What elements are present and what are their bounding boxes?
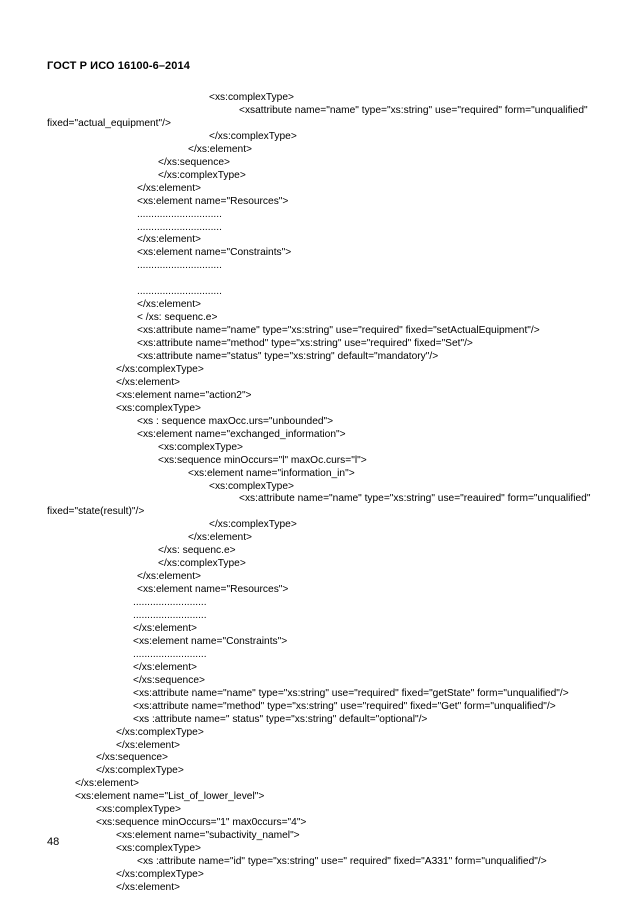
code-line: </xs: sequenc.e> — [158, 545, 236, 557]
code-line: </xs:element> — [133, 661, 197, 673]
code-line: </xs:complexType> — [96, 765, 184, 777]
code-line: </xs:complexType> — [116, 726, 204, 738]
code-line: <xs :attribute name=" status" type="xs:string" default="optional"/> — [133, 713, 428, 725]
code-line: <xs:attribute name="name" type="xs:string" use="required" fixed="setActualEquipment"/> — [137, 325, 540, 337]
code-line: </xs:element> — [188, 143, 252, 155]
code-line: <xs :attribute name="id" type="xs:string" use=" required" fixed="A331" form="unqualified"/> — [137, 856, 547, 868]
code-line: </xs:element> — [133, 622, 197, 634]
code-line: </xs:complexType> — [116, 363, 204, 375]
code-line: fixed="actual_equipment"/> — [47, 117, 171, 129]
code-line: </xs:element> — [116, 739, 180, 751]
code-line: <xs:complexType> — [209, 480, 294, 492]
code-line: <xs : sequence maxOcc.urs="unbounded"> — [137, 415, 334, 427]
code-line: </xs:element> — [75, 778, 139, 790]
code-line: .............................. — [137, 208, 222, 220]
code-line: <xs:complexType> — [158, 441, 243, 453]
code-line: </xs:element> — [116, 376, 180, 388]
code-line: .......................... — [133, 610, 207, 621]
code-line: </xs:sequence> — [96, 752, 168, 764]
code-line: <xs:attribute name="method" type="xs:string" use="required" fixed="Get" form="unqualified"/> — [133, 700, 556, 712]
code-line: </xs:complexType> — [158, 169, 246, 181]
code-line: <xs:element name="Resources"> — [137, 195, 289, 207]
code-line: </xs:complexType> — [209, 519, 297, 531]
code-line: </xs:sequence> — [158, 156, 230, 168]
code-line: fixed="state(result)"/> — [47, 506, 145, 518]
code-line: < /xs: sequenc.e> — [137, 312, 218, 324]
page-number: 48 — [47, 836, 60, 848]
code-line: <xs:attribute name="status" type="xs:string" default="mandatory"/> — [137, 351, 439, 362]
code-line: .............................. — [137, 221, 222, 233]
code-line: <xs:element name="exchanged_information"> — [137, 428, 346, 440]
code-line: <xs:element name="action2"> — [116, 389, 252, 401]
code-line: </xs:complexType> — [158, 558, 246, 570]
code-line: </xs:element> — [116, 881, 180, 893]
code-line: <xs:element name="List_of_lower_level"> — [75, 791, 265, 803]
code-line: <xs:complexType> — [116, 843, 201, 855]
code-line: <xs:element name="subactivity_namel"> — [116, 830, 300, 842]
code-line: </xs:sequence> — [133, 674, 205, 686]
code-line: <xs:element name="Resources"> — [137, 584, 289, 596]
code-line: </xs:element> — [137, 299, 201, 311]
code-line: <xs:element name="Constraints"> — [137, 247, 292, 259]
code-line: <xs:attribute name="method" type="xs:string" use="required" fixed="Set"/> — [137, 338, 473, 350]
code-line: .......................... — [133, 648, 207, 660]
code-line: <xsattribute name="name" type="xs:string" use="required" form="unqualified" — [239, 104, 588, 116]
code-line: <xs:sequence minOccurs="l" maxOc.curs="l"> — [158, 454, 367, 466]
code-line: <xs:complexType> — [116, 402, 201, 414]
code-line: <xs:attribute name="name" type="xs:string" use="required" fixed="getState" form="unqualified"/> — [133, 687, 569, 699]
code-line: <xs:complexType> — [209, 92, 294, 103]
code-line: .............................. — [137, 260, 222, 272]
code-line: </xs:element> — [137, 182, 201, 194]
code-line: </xs:complexType> — [116, 869, 204, 880]
document-header: ГОСТ Р ИСО 16100-6–2014 — [47, 60, 190, 72]
code-line: <xs:element name="Constraints"> — [133, 635, 288, 647]
code-line: <xs:element name="information_in"> — [188, 467, 355, 479]
code-line: <xs:sequence minOccurs="1" max0ccurs="4"> — [96, 817, 307, 829]
code-line: </xs:element> — [137, 571, 201, 583]
code-line: .............................. — [137, 286, 222, 298]
code-line: </xs:complexType> — [209, 130, 297, 142]
code-line: .......................... — [133, 597, 207, 609]
code-line: <xs:attribute name="name" type="xs:string" use="reauired" form="unqualified" — [239, 493, 591, 505]
code-line: </xs:element> — [188, 532, 252, 544]
code-line: <xs:complexType> — [96, 804, 181, 816]
code-line: </xs:element> — [137, 234, 201, 246]
